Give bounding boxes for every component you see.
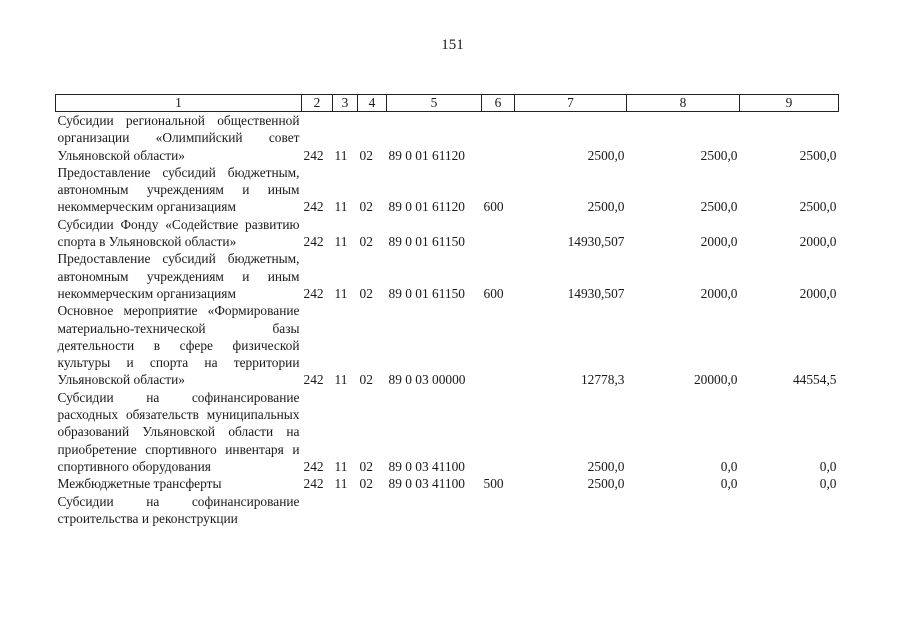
table-row (56, 112, 839, 164)
amount-cell: 0,0 (720, 458, 738, 474)
table-row (56, 250, 839, 302)
header-cell: 9 (740, 95, 839, 112)
table-row (56, 389, 839, 475)
amount-cell: 2000,0 (799, 234, 837, 250)
code-cell: 11 (334, 234, 348, 250)
row-name-cell: Предоставление субсидий бюджетным, автономным учреждениям и иным некоммерческим организациям (57, 251, 300, 301)
row-name-cell: Основное мероприятие «Формирование материально-технической базы деятельности в сфере физической культуры и спорта на территории Ульяновской области» (57, 303, 300, 388)
amount-cell: 0,0 (720, 476, 738, 492)
code-cell (482, 302, 515, 388)
header-cell: 1 (56, 95, 302, 112)
header-cell: 6 (482, 95, 515, 112)
amount-cell: 2000,0 (700, 234, 738, 250)
code-cell: 89 0 01 61120 (388, 199, 465, 215)
code-cell: 89 0 03 41100 (388, 458, 465, 474)
code-cell: 02 (359, 476, 373, 492)
header-cell: 5 (387, 95, 482, 112)
code-cell: 600 (483, 199, 504, 215)
row-name-cell: Субсидии на софинансирование расходных обязательств муниципальных образований Ульяновской области на приобретение спортивного инвентаря и спортивного оборудования (57, 389, 300, 474)
amount-cell: 2500,0 (587, 199, 625, 215)
code-cell: 89 0 01 61150 (388, 285, 465, 301)
code-cell: 89 0 01 61120 (388, 147, 465, 163)
header-cell: 4 (358, 95, 387, 112)
code-cell: 242 (303, 285, 324, 301)
amount-cell: 14930,507 (567, 285, 625, 301)
page-number: 151 (441, 37, 464, 53)
code-cell: 11 (334, 285, 348, 301)
code-cell: 02 (359, 372, 373, 388)
code-cell: 11 (334, 199, 348, 215)
code-cell (482, 493, 515, 528)
amount-cell (515, 493, 627, 528)
amount-cell: 12778,3 (580, 372, 625, 388)
budget-table (55, 94, 839, 527)
amount-cell: 2500,0 (700, 147, 738, 163)
code-cell: 02 (359, 147, 373, 163)
code-cell (482, 112, 515, 164)
code-cell (302, 493, 333, 528)
amount-cell: 2500,0 (587, 147, 625, 163)
amount-cell: 14930,507 (567, 234, 625, 250)
code-cell: 02 (359, 285, 373, 301)
table-row (56, 216, 839, 251)
code-cell: 89 0 03 00000 (388, 372, 466, 388)
code-cell: 11 (334, 458, 348, 474)
amount-cell: 44554,5 (792, 372, 837, 388)
header-cell: 2 (302, 95, 333, 112)
code-cell: 02 (359, 234, 373, 250)
amount-cell: 2500,0 (587, 458, 625, 474)
amount-cell: 0,0 (819, 458, 837, 474)
row-name-cell: Предоставление субсидий бюджетным, автономным учреждениям и иным некоммерческим организациям (57, 164, 300, 215)
code-cell (387, 493, 482, 528)
table-row (56, 302, 839, 388)
table-row (56, 475, 839, 492)
code-cell (333, 493, 358, 528)
amount-cell: 0,0 (819, 476, 837, 492)
table-row (56, 164, 839, 216)
row-name-cell: Межбюджетные трансферты (57, 476, 222, 492)
code-cell: 500 (483, 476, 504, 492)
row-name-cell: Субсидии на софинансирование строительства и реконструкции (57, 493, 300, 526)
code-cell (482, 389, 515, 475)
amount-cell: 2500,0 (587, 476, 625, 492)
code-cell: 89 0 01 61150 (388, 234, 465, 250)
code-cell: 242 (303, 458, 324, 474)
amount-cell: 2500,0 (700, 199, 738, 215)
table-header-row (56, 95, 839, 112)
amount-cell: 2500,0 (799, 199, 837, 215)
code-cell: 242 (303, 234, 324, 250)
header-cell: 8 (627, 95, 740, 112)
header-cell: 7 (515, 95, 627, 112)
code-cell (482, 216, 515, 251)
code-cell: 11 (334, 476, 348, 492)
table-row (56, 493, 839, 528)
code-cell: 02 (359, 199, 373, 215)
code-cell: 02 (359, 458, 373, 474)
header-cell: 3 (333, 95, 358, 112)
amount-cell (740, 493, 839, 528)
amount-cell: 2500,0 (799, 147, 837, 163)
amount-cell: 20000,0 (693, 372, 738, 388)
code-cell (358, 493, 387, 528)
amount-cell: 2000,0 (799, 285, 837, 301)
code-cell: 242 (303, 476, 324, 492)
code-cell: 11 (334, 372, 348, 388)
code-cell: 242 (303, 372, 324, 388)
amount-cell: 2000,0 (700, 285, 738, 301)
code-cell: 600 (483, 285, 504, 301)
amount-cell (627, 493, 740, 528)
code-cell: 11 (334, 147, 348, 163)
code-cell: 89 0 03 41100 (388, 476, 465, 492)
code-cell: 242 (303, 199, 324, 215)
row-name-cell: Субсидии Фонду «Содействие развитию спорта в Ульяновской области» (57, 216, 300, 250)
row-name-cell: Субсидии региональной общественной организации «Олимпийский совет Ульяновской области» (57, 113, 300, 163)
code-cell: 242 (303, 147, 324, 163)
